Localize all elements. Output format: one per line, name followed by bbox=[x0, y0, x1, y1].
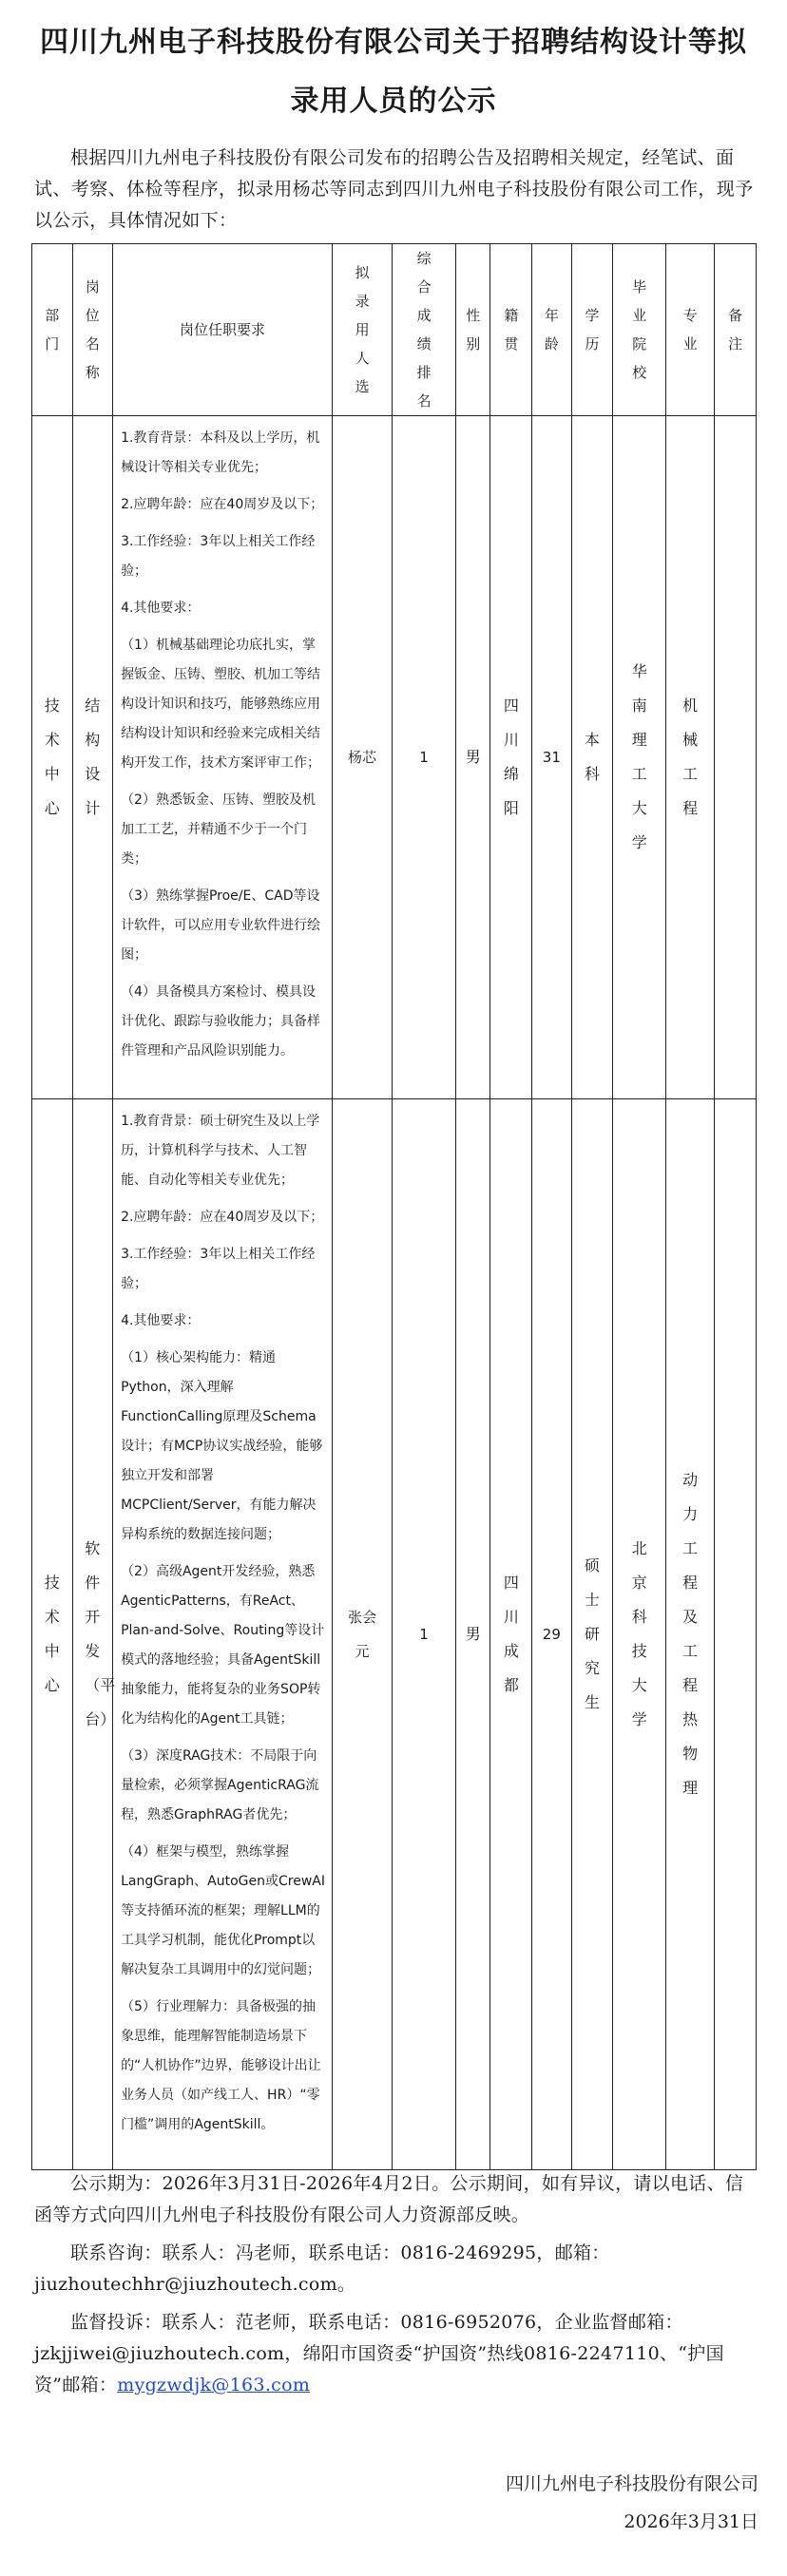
cell-requirements bbox=[113, 1099, 333, 2170]
cell-major: 机械工程 bbox=[666, 416, 715, 1099]
publicity-period: 公示期为：2026年3月31日-2026年4月2日。公示期间，如有异议，请以电话、信函等方式向四川九州电子科技股份有限公司人力资源部反映。 bbox=[34, 2173, 744, 2225]
requirement-item: 2.应聘年龄：应在40周岁及以下； bbox=[121, 497, 324, 512]
intro-paragraph: 根据四川九州电子科技股份有限公司发布的招聘公告及招聘相关规定，经笔试、面试、考察、体检等程序，拟录用杨芯等同志到四川九州电子科技股份有限公司工作，现予以公示，具体情况如下： bbox=[34, 147, 754, 231]
cell-native: 四川绵阳 bbox=[490, 416, 532, 1099]
notice-footer bbox=[34, 2168, 760, 2408]
requirement-item: 4.其他要求： bbox=[121, 601, 201, 616]
cell-gender: 男 bbox=[455, 416, 489, 1099]
header-dept: 部门 bbox=[32, 244, 73, 416]
header-candidate: 拟录用人选 bbox=[332, 244, 392, 416]
cell-education: 硕士研究生 bbox=[571, 1099, 613, 2170]
header-age: 年龄 bbox=[532, 244, 571, 416]
header-education: 学历 bbox=[571, 244, 613, 416]
requirement-item: （2）熟悉钣金、压铸、塑胶及机加工工艺，并精通不少于一个门类； bbox=[121, 792, 316, 867]
cell-note bbox=[715, 416, 757, 1099]
cell-native: 四川成都 bbox=[490, 1099, 532, 2170]
cell-age: 29 bbox=[532, 1099, 571, 2170]
cell-position: 结构设计 bbox=[72, 416, 113, 1099]
cell-education: 本科 bbox=[571, 416, 613, 1099]
requirement-item: （1）核心架构能力：精通Python，深入理解FunctionCalling原理及Schema设计；有MCP协议实战经验，能够独立开发和部署MCPClient/Server，有能力解决异构系统的数据连接问题； bbox=[121, 1350, 323, 1542]
signature-date: 2026年3月31日 bbox=[624, 2511, 758, 2532]
signature-company: 四川九州电子科技股份有限公司 bbox=[505, 2473, 758, 2494]
cell-candidate: 杨芯 bbox=[332, 416, 392, 1099]
cell-position: 软件开发（平台） bbox=[72, 1099, 113, 2170]
contact-info: 联系咨询：联系人：冯老师，联系电话：0816-2469295，邮箱：jiuzhoutechhr@jiuzhoutech.com。 bbox=[34, 2242, 610, 2295]
cell-rank: 1 bbox=[393, 1099, 456, 2170]
requirement-item: （3）熟练掌握Proe/E、CAD等设计软件，可以应用专业软件进行绘图； bbox=[121, 888, 321, 963]
header-school: 毕业院校 bbox=[613, 244, 666, 416]
requirement-item: 1.教育背景：硕士研究生及以上学历，计算机科学与技术、人工智能、自动化等相关专业优先； bbox=[121, 1114, 320, 1188]
header-note: 备注 bbox=[715, 244, 757, 416]
requirement-item: （4）具备模具方案检讨、模具设计优化、跟踪与验收能力；具备样件管理和产品风险识别能力。 bbox=[121, 984, 321, 1059]
candidates-table bbox=[31, 243, 757, 2170]
cell-gender: 男 bbox=[455, 1099, 489, 2170]
cell-major: 动力工程及工程热物理 bbox=[666, 1099, 715, 2170]
cell-dept: 技术中心 bbox=[32, 1099, 73, 2170]
header-native: 籍贯 bbox=[490, 244, 532, 416]
requirement-item: （1）机械基础理论功底扎实，掌握钣金、压铸、塑胶、机加工等结构设计知识和技巧，能够熟练应用结构设计知识和经验来完成相关结构开发工作，技术方案评审工作； bbox=[121, 638, 321, 771]
cell-school: 华南理工大学 bbox=[613, 416, 666, 1099]
signature-block bbox=[506, 2465, 758, 2541]
requirement-item: 3.工作经验：3年以上相关工作经验； bbox=[121, 1247, 316, 1291]
header-major: 专业 bbox=[666, 244, 715, 416]
cell-school: 北京科技大学 bbox=[613, 1099, 666, 2170]
supervision-info bbox=[34, 2307, 760, 2401]
header-requirements: 岗位任职要求 bbox=[113, 244, 333, 416]
table-row bbox=[32, 1099, 757, 2170]
requirement-item: （5）行业理解力：具备极强的抽象思维，能理解智能制造场景下的“人机协作”边界，能够设计出让业务人员（如产线工人、HR）“零门槛”调用的AgentSkill。 bbox=[121, 1999, 321, 2132]
header-rank: 综合成绩排名 bbox=[393, 244, 456, 416]
requirement-item: 3.工作经验：3年以上相关工作经验； bbox=[121, 534, 316, 579]
requirement-item: 2.应聘年龄：应在40周岁及以下； bbox=[121, 1210, 324, 1225]
requirement-item: 4.其他要求： bbox=[121, 1313, 201, 1328]
page-title: 四川九州电子科技股份有限公司关于招聘结构设计等拟录用人员的公示 bbox=[40, 26, 747, 118]
supervision-email-link[interactable]: mygzwdjk@163.com bbox=[117, 2375, 311, 2395]
requirement-item: （2）高级Agent开发经验，熟悉AgenticPatterns，有ReAct、Plan-and-Solve、Routing等设计模式的落地经验；具备AgentSkill抽象能力，能将复杂的业务SOP转化为结构化的Agent工具链； bbox=[121, 1564, 325, 1727]
cell-requirements bbox=[113, 416, 333, 1099]
table-row bbox=[32, 416, 757, 1099]
table-header-row bbox=[32, 244, 757, 416]
cell-rank: 1 bbox=[393, 416, 456, 1099]
requirement-item: （4）框架与模型，熟练掌握LangGraph、AutoGen或CrewAI等支持循环流的框架；理解LLM的工具学习机制，能优化Prompt以解决复杂工具调用中的幻觉问题； bbox=[121, 1844, 325, 1977]
requirement-item: 1.教育背景：本科及以上学历，机械设计等相关专业优先； bbox=[121, 430, 320, 475]
cell-note bbox=[715, 1099, 757, 2170]
cell-age: 31 bbox=[532, 416, 571, 1099]
requirement-item: （3）深度RAG技术：不局限于向量检索，必须掌握AgenticRAG流程，熟悉GraphRAG者优先； bbox=[121, 1748, 319, 1822]
header-position: 岗位名称 bbox=[72, 244, 113, 416]
cell-dept: 技术中心 bbox=[32, 416, 73, 1099]
header-gender: 性别 bbox=[455, 244, 489, 416]
supervision-text: 监督投诉：联系人：范老师，联系电话：0816-6952076，企业监督邮箱：jzkjjiwei@jiuzhoutech.com，绵阳市国资委“护国资”热线0816-2247110、“护国资”邮箱： bbox=[34, 2312, 724, 2395]
cell-candidate: 张会元 bbox=[332, 1099, 392, 2170]
